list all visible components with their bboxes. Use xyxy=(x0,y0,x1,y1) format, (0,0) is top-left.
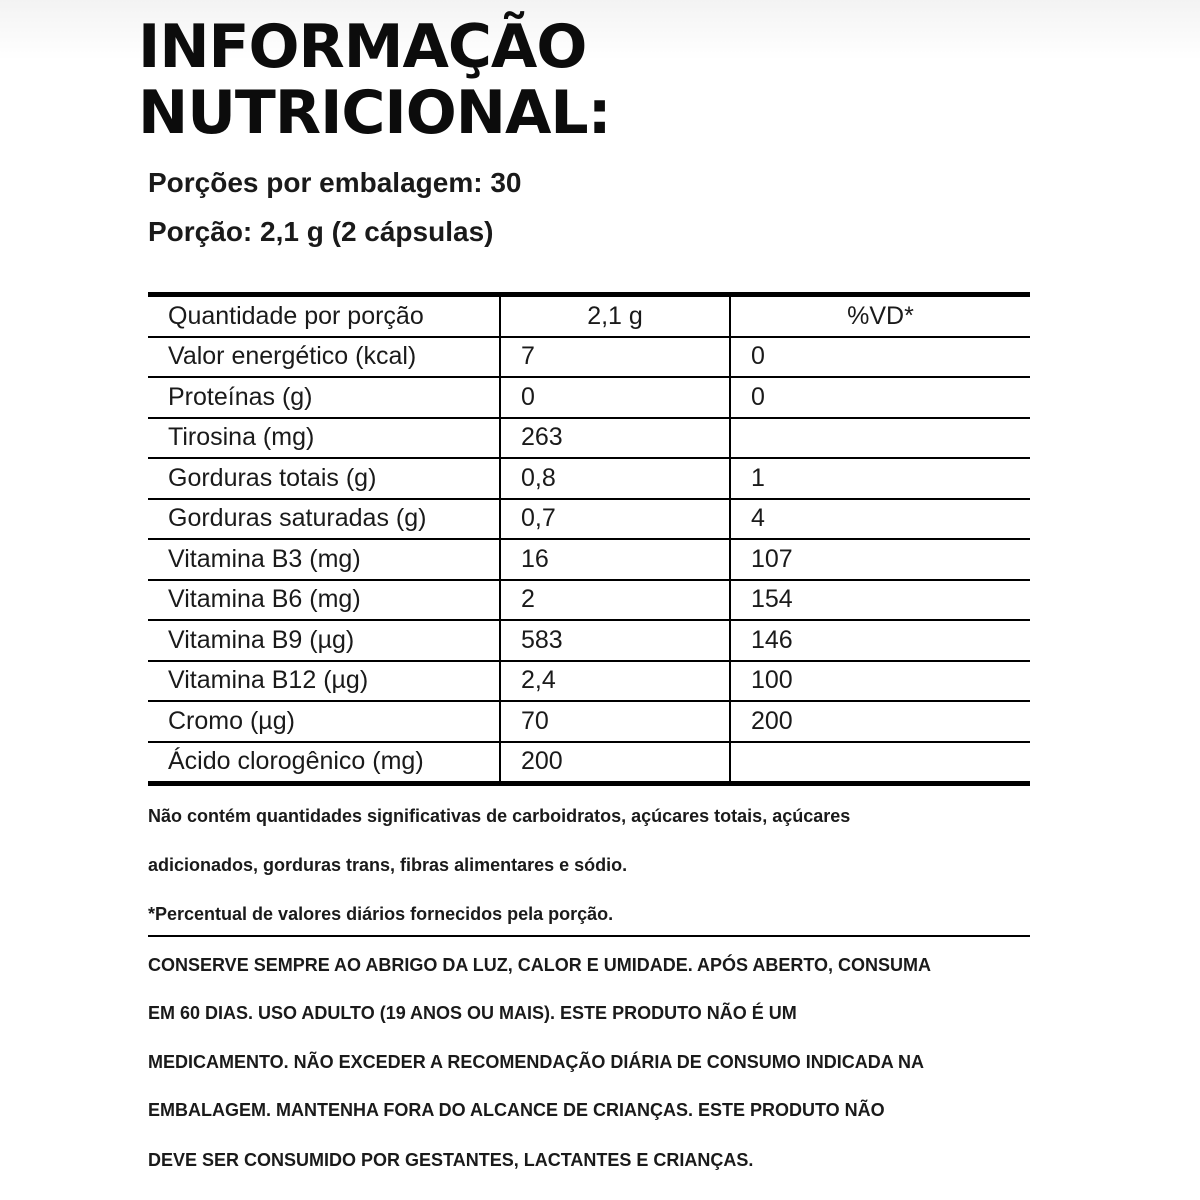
amount-cell: 70 xyxy=(500,701,730,742)
table-row xyxy=(148,701,1030,742)
warning-line-3: MEDICAMENTO. NÃO EXCEDER A RECOMENDAÇÃO DIÁRIA DE CONSUMO INDICADA NA xyxy=(148,1052,925,1072)
table-row xyxy=(148,499,1030,540)
serving-size: Porção: 2,1 g (2 cápsulas) xyxy=(148,216,494,247)
nutrient-name-cell: Vitamina B6 (mg) xyxy=(148,580,500,621)
nutrient-name-cell: Tirosina (mg) xyxy=(148,418,500,459)
servings-per-package: Porções por embalagem: 30 xyxy=(148,167,522,198)
nutrient-name-cell: Valor energético (kcal) xyxy=(148,337,500,378)
nutrient-name-cell: Gorduras saturadas (g) xyxy=(148,499,500,540)
daily-value-cell: 0 xyxy=(730,337,1030,378)
daily-value-cell: 4 xyxy=(730,499,1030,540)
daily-value-cell: 100 xyxy=(730,661,1030,702)
daily-value-cell: 0 xyxy=(730,377,1030,418)
note-line-2: adicionados, gorduras trans, fibras alimentares e sódio. xyxy=(148,855,628,875)
note-footnote: *Percentual de valores diários fornecidos pela porção. xyxy=(148,904,614,924)
table-row xyxy=(148,742,1030,784)
daily-value-cell xyxy=(730,742,1030,784)
daily-value-cell: 107 xyxy=(730,539,1030,580)
table-row xyxy=(148,620,1030,661)
amount-cell: 0 xyxy=(500,377,730,418)
amount-cell: 200 xyxy=(500,742,730,784)
amount-cell: 16 xyxy=(500,539,730,580)
header-cell-amount: 2,1 g xyxy=(500,295,730,337)
nutrient-name-cell: Gorduras totais (g) xyxy=(148,458,500,499)
amount-cell: 0,7 xyxy=(500,499,730,540)
title-line-1: INFORMAÇÃO xyxy=(138,12,587,82)
table-row xyxy=(148,661,1030,702)
table-row xyxy=(148,377,1030,418)
daily-value-cell: 1 xyxy=(730,458,1030,499)
amount-cell: 263 xyxy=(500,418,730,459)
nutrient-name-cell: Ácido clorogênico (mg) xyxy=(148,742,500,784)
table-row xyxy=(148,418,1030,459)
daily-value-cell: 154 xyxy=(730,580,1030,621)
table-row xyxy=(148,539,1030,580)
amount-cell: 2 xyxy=(500,580,730,621)
nutrition-table xyxy=(148,292,1030,786)
table-row xyxy=(148,337,1030,378)
amount-cell: 583 xyxy=(500,620,730,661)
divider xyxy=(148,935,1030,937)
header-cell-quantity: Quantidade por porção xyxy=(168,301,424,330)
nutrient-name-cell: Cromo (µg) xyxy=(148,701,500,742)
nutrient-name-cell: Vitamina B12 (µg) xyxy=(148,661,500,702)
header-cell-daily-value: %VD* xyxy=(730,295,1030,337)
warning-line-4: EMBALAGEM. MANTENHA FORA DO ALCANCE DE CRIANÇAS. ESTE PRODUTO NÃO xyxy=(148,1100,885,1120)
warning-line-1: CONSERVE SEMPRE AO ABRIGO DA LUZ, CALOR E UMIDADE. APÓS ABERTO, CONSUMA xyxy=(148,955,932,975)
daily-value-cell: 146 xyxy=(730,620,1030,661)
amount-cell: 0,8 xyxy=(500,458,730,499)
amount-cell: 7 xyxy=(500,337,730,378)
warning-line-5: DEVE SER CONSUMIDO POR GESTANTES, LACTANTES E CRIANÇAS. xyxy=(148,1150,754,1170)
page-title xyxy=(138,14,611,146)
table-row xyxy=(148,458,1030,499)
nutrient-name-cell: Vitamina B9 (µg) xyxy=(148,620,500,661)
daily-value-cell: 200 xyxy=(730,701,1030,742)
nutrient-name-cell: Vitamina B3 (mg) xyxy=(148,539,500,580)
title-line-2: NUTRICIONAL: xyxy=(138,78,611,148)
note-line-1: Não contém quantidades significativas de carboidratos, açúcares totais, açúcares xyxy=(148,806,851,826)
warning-line-2: EM 60 DIAS. USO ADULTO (19 ANOS OU MAIS). ESTE PRODUTO NÃO É UM xyxy=(148,1003,797,1023)
daily-value-cell xyxy=(730,418,1030,459)
table-header-row xyxy=(148,295,1030,337)
nutrient-name-cell: Proteínas (g) xyxy=(148,377,500,418)
amount-cell: 2,4 xyxy=(500,661,730,702)
table-row xyxy=(148,580,1030,621)
